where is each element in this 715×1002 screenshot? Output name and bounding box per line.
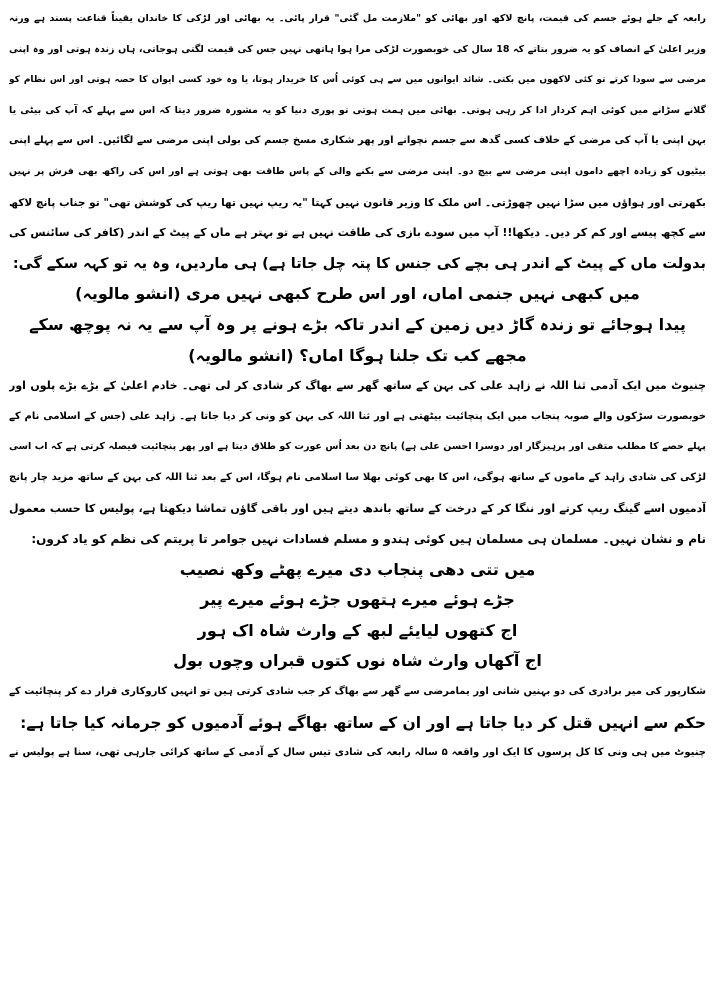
text-line: وزیر اعلیٰ کے انصاف کو یہ ضرور بتاتے کہ 18 سال کی خوبصورت لڑکی مرا ہوا ہاتھی نہیں جس کی قیمت لگتی ہوجاتی، ہاں زندہ ہوتی اور وہ اپنی: [9, 43, 706, 55]
text-line: خوبصورت سڑکوں والے صوبہ پنجاب میں ایک پنچائیت بیٹھتی ہے اور ثنا اللہ کی بہن کو ونی کر دیا جاتا ہے۔ زاہد علی (جس کے اسلامی نام کے: [9, 410, 706, 422]
poem-1: [9, 279, 706, 371]
text-line: سے کچھ پیسے اور کم کر دیں۔ دیکھا!! آپ میں سودے بازی کی طاقت نہیں ہے تو بہتر ہے ماں کے پیٹ کے اندر (کافر کی سائنس کی: [9, 226, 706, 240]
text-line: حکم سے انہیں قتل کر دیا جاتا ہے اور ان کے ساتھ بھاگے ہوئے آدمیوں کو جرمانہ کیا جاتا ہے:: [20, 713, 706, 732]
text-line: چنیوٹ میں ہی ونی کا کل پرسوں کا ایک اور واقعہ ۵ سالہ رابعہ کی شادی تیس سال کے آدمی کے ساتھ کرائی جارہی تھی، سنا ہے پولیس نے: [9, 747, 706, 759]
paragraph-3: [9, 677, 706, 769]
verse-line: جڑے ہوئے میرے ہتھوں جڑے ہوئے میرے پیر: [200, 590, 515, 610]
text-line: رابعہ کے جلے ہوئے جسم کی قیمت، پانچ لاکھ اور بھائی کو "ملازمت مل گئی" قرار پائی۔ یہ بھائی اور لڑکی کا خاندان یقیناً قناعت پسند ہے ورنہ: [9, 13, 706, 24]
text-line: بیٹیوں کو زیادہ اچھے داموں اپنی مرضی سے بیچ دو۔ اپنی مرضی سے بکنے والی کے پاس طاقت بھی ہوتی ہے اور اس کی راکھ بھی فرش پر نہیں: [9, 165, 706, 177]
text-line: مرضی سے سودا کرتے تو کئی لاکھوں میں بکتی۔ شائد ایوانوں میں سے ہی کوئی اُس کا خریدار ہوتا، یا وہ خود کسی ایوان کا حصہ ہوتی اور اس نظام کو: [9, 75, 706, 86]
text-line: چنیوٹ میں ایک آدمی ثنا اللہ نے زاہد علی کی بہن کے ساتھ گھر سے بھاگ کر شادی کر لی تھی۔ خادم اعلیٰ کے بڑے بڑے پلوں اور: [9, 379, 706, 393]
text-line: شکارپور کی میر برادری کی دو بہنیں شانی اور یمامرضی سے گھر سے بھاگ کر جب شادی کرتی ہیں تو انہیں کاروکاری قرار دے کر پنچائیت کے: [9, 686, 706, 698]
text-line: بہن اپنی یا آپ کی مرضی کے خلاف کسی گدھ سے جسم نچوانے اور پھر شکاری مسخ جسم کی بولی اپنی مرضی سے لگائیں۔ اس سے پہلے اپنی: [9, 135, 706, 147]
text-line: آدمیوں اسے گینگ ریپ کرتے اور ننگا کر کے درخت کے ساتھ باندھ دیتے ہیں اور باقی گاؤں تماشا دیکھتا ہے، پولیس کا حسب معمول: [9, 501, 706, 515]
text-line: گلانے سڑانے میں کوئی اہم کردار ادا کر رہی ہوتی۔ بھائی میں ہمت ہوتی تو پوری دنیا کو یہ مشورہ ضرور دیتا کہ اس سے پہلے کہ آپ کی بیٹی یا: [9, 104, 706, 116]
verse-line: میں کبھی نہیں جنمی اماں، اور اس طرح کبھی نہیں مری (انشو مالویہ): [75, 284, 640, 304]
text-line: نام و نشان نہیں۔ مسلمان ہی مسلمان ہیں کوئی ہندو و مسلم فسادات نہیں جوامر تا پریتم کی نظم کو یاد کروں:: [31, 532, 706, 547]
text-line: بدولت ماں کے پیٹ کے اندر ہی بچے کی جنس کا پتہ چل جاتا ہے) ہی ماردیں، وہ یہ تو کہہ سکے گی:: [12, 255, 706, 272]
verse-line: اج کتھوں لیایئے لبھ کے وارث شاہ اک ہور: [197, 620, 518, 640]
paragraph-1: [9, 4, 706, 279]
paragraph-2: [9, 371, 706, 555]
poem-2: [9, 555, 706, 677]
verse-line: میں تتی دھی پنجاب دی میرے پھٹے وکھ نصیب: [179, 559, 536, 579]
verse-line: پیدا ہوجائے تو زندہ گاڑ دیں زمین کے اندر تاکہ بڑے ہونے پر وہ آپ سے یہ نہ پوچھ سکے: [29, 314, 686, 334]
text-line: بکھرتی اور ہواؤں میں سڑا نہیں چھوڑتی۔ اس ملک کا وزیر قانون نہیں کہتا "یہ ریپ نہیں تھا ریپ کی کوشش تھی" تو جناب پانچ لاکھ: [9, 196, 706, 209]
text-line: لڑکی کی شادی زاہد کے ماموں کے ساتھ ہوگی، اس کا بھی کوئی بھلا سا اسلامی نام ہوگا، اس کے بعد ثنا اللہ کی بہن کے ساتھ مزید چار پانچ: [9, 471, 706, 483]
verse-line: مجھے کب تک جلنا ہوگا اماں؟ (انشو مالویہ): [188, 345, 527, 365]
text-line: پہلے حصے کا مطلب متقی اور پرہیزگار اور دوسرا احسن علی ہے) پانچ دن بعد اُس عورت کو طلاق دیتا ہے اور پھر پنچائیت فیصلہ کرتی ہے کہ اب اسی: [9, 441, 706, 453]
verse-line: اج آکھاں وارث شاہ نوں کتوں قبراں وچوں بول: [173, 651, 542, 671]
